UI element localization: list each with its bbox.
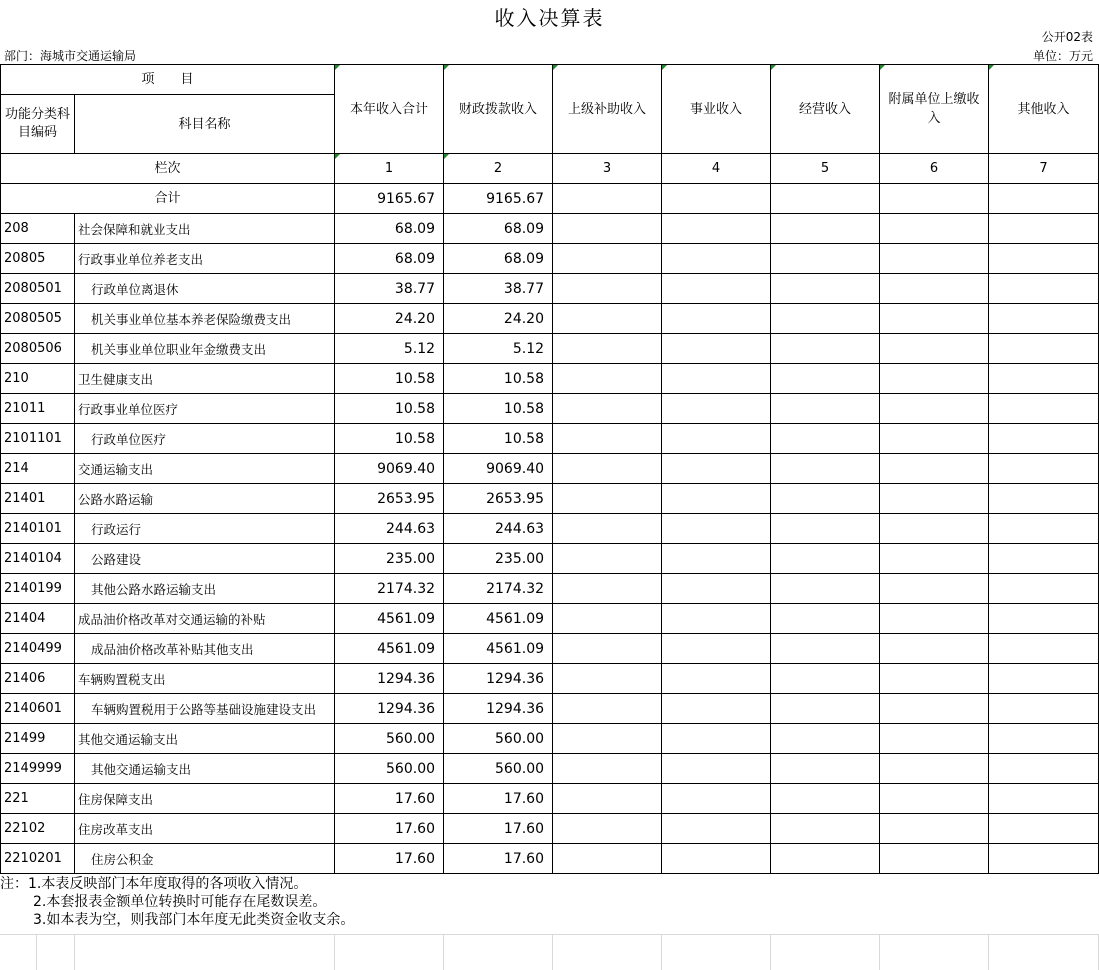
row-value: 24.20 xyxy=(335,304,444,334)
row-value: 9069.40 xyxy=(335,454,444,484)
row-subject-name: 公路水路运输 xyxy=(75,484,335,514)
row-value xyxy=(771,394,880,424)
row-value xyxy=(553,574,662,604)
total-value xyxy=(662,184,771,214)
row-code: 221 xyxy=(1,784,75,814)
table-row xyxy=(1,784,1099,814)
row-value xyxy=(880,364,989,394)
row-subject-name: 住房改革支出 xyxy=(75,814,335,844)
row-value xyxy=(553,244,662,274)
row-value xyxy=(880,814,989,844)
row-value xyxy=(880,784,989,814)
row-code: 210 xyxy=(1,364,75,394)
row-value xyxy=(989,364,1099,394)
row-code: 2210201 xyxy=(1,844,75,874)
row-value xyxy=(553,814,662,844)
note-line: 注：1.本表反映部门本年度取得的各项收入情况。 xyxy=(0,876,308,892)
row-value xyxy=(662,274,771,304)
total-label: 合计 xyxy=(1,184,335,214)
table-row xyxy=(1,454,1099,484)
row-value xyxy=(662,334,771,364)
row-code: 2140101 xyxy=(1,514,75,544)
row-subject-name: 车辆购置税用于公路等基础设施建设支出 xyxy=(75,694,335,724)
row-subject-name: 行政事业单位养老支出 xyxy=(75,244,335,274)
row-value xyxy=(553,214,662,244)
row-value xyxy=(771,604,880,634)
row-value: 17.60 xyxy=(444,844,553,874)
note-line: 2.本套报表金额单位转换时可能存在尾数误差。 xyxy=(33,894,327,910)
row-value xyxy=(989,664,1099,694)
row-value xyxy=(989,334,1099,364)
unit-label: 单位：万元 xyxy=(1032,49,1093,63)
row-value: 9069.40 xyxy=(444,454,553,484)
row-value xyxy=(662,514,771,544)
row-value xyxy=(989,274,1099,304)
row-value xyxy=(989,814,1099,844)
row-value xyxy=(771,484,880,514)
row-value xyxy=(553,634,662,664)
row-value: 68.09 xyxy=(444,214,553,244)
row-code: 214 xyxy=(1,454,75,484)
row-value xyxy=(880,514,989,544)
header-func-code: 功能分类科目编码 xyxy=(1,95,75,154)
row-value xyxy=(989,544,1099,574)
table-row xyxy=(1,334,1099,364)
header-col-5: 经营收入 xyxy=(771,65,880,154)
row-subject-name: 交通运输支出 xyxy=(75,454,335,484)
note-line: 3.如本表为空，则我部门本年度无此类资金收支余。 xyxy=(33,912,355,928)
row-value xyxy=(880,754,989,784)
row-value xyxy=(771,814,880,844)
header-col-1: 本年收入合计 xyxy=(335,65,444,154)
row-value xyxy=(989,394,1099,424)
row-subject-name: 住房保障支出 xyxy=(75,784,335,814)
total-value xyxy=(771,184,880,214)
row-value xyxy=(553,844,662,874)
row-value xyxy=(662,574,771,604)
row-value xyxy=(553,334,662,364)
header-col-2: 财政拨款收入 xyxy=(444,65,553,154)
row-value xyxy=(989,424,1099,454)
row-value xyxy=(771,634,880,664)
row-value xyxy=(771,694,880,724)
row-value xyxy=(989,604,1099,634)
header-item: 项 目 xyxy=(1,65,335,95)
row-value xyxy=(553,304,662,334)
row-value xyxy=(771,844,880,874)
header-row-1 xyxy=(1,65,1099,95)
row-code: 20805 xyxy=(1,244,75,274)
header-col-7: 其他收入 xyxy=(989,65,1099,154)
table-row xyxy=(1,634,1099,664)
row-value xyxy=(662,814,771,844)
row-value xyxy=(771,364,880,394)
row-value: 10.58 xyxy=(335,394,444,424)
row-value xyxy=(662,544,771,574)
col-number: 1 xyxy=(335,154,444,184)
row-value xyxy=(989,484,1099,514)
header-subject-name: 科目名称 xyxy=(75,95,335,154)
table-row xyxy=(1,514,1099,544)
row-value xyxy=(989,694,1099,724)
row-code: 2101101 xyxy=(1,424,75,454)
row-value xyxy=(553,664,662,694)
row-code: 208 xyxy=(1,214,75,244)
row-code: 2080505 xyxy=(1,304,75,334)
row-value: 17.60 xyxy=(335,814,444,844)
row-value xyxy=(662,244,771,274)
row-value xyxy=(662,454,771,484)
row-value xyxy=(771,664,880,694)
row-value xyxy=(662,784,771,814)
table-row xyxy=(1,364,1099,394)
col-number: 5 xyxy=(771,154,880,184)
total-row xyxy=(1,184,1099,214)
row-subject-name: 行政运行 xyxy=(75,514,335,544)
col-number: 4 xyxy=(662,154,771,184)
row-value xyxy=(553,604,662,634)
row-value xyxy=(989,214,1099,244)
row-value xyxy=(771,754,880,784)
row-value: 5.12 xyxy=(444,334,553,364)
row-value xyxy=(989,244,1099,274)
table-row xyxy=(1,724,1099,754)
row-value xyxy=(880,424,989,454)
page-title: 收入决算表 xyxy=(494,6,605,30)
table-row xyxy=(1,604,1099,634)
row-value xyxy=(989,634,1099,664)
table-row xyxy=(1,214,1099,244)
row-value xyxy=(553,394,662,424)
row-value xyxy=(989,724,1099,754)
row-value xyxy=(989,574,1099,604)
row-value xyxy=(553,364,662,394)
row-value: 1294.36 xyxy=(335,694,444,724)
income-table xyxy=(0,64,1099,874)
notes xyxy=(0,875,354,929)
row-value xyxy=(662,634,771,664)
table-row xyxy=(1,304,1099,334)
row-value: 68.09 xyxy=(444,244,553,274)
row-value xyxy=(880,664,989,694)
row-value xyxy=(880,484,989,514)
row-value: 560.00 xyxy=(444,724,553,754)
row-code: 21401 xyxy=(1,484,75,514)
row-value xyxy=(553,274,662,304)
row-value xyxy=(880,724,989,754)
row-value: 4561.09 xyxy=(444,634,553,664)
row-value xyxy=(662,424,771,454)
empty-grid-row xyxy=(0,934,1099,970)
row-value: 17.60 xyxy=(444,814,553,844)
row-code: 21011 xyxy=(1,394,75,424)
total-value xyxy=(553,184,662,214)
row-value xyxy=(771,304,880,334)
table-row xyxy=(1,394,1099,424)
row-code: 2080501 xyxy=(1,274,75,304)
department-label: 部门：海城市交通运输局 xyxy=(4,49,137,63)
row-value xyxy=(989,844,1099,874)
row-value: 2653.95 xyxy=(444,484,553,514)
row-value xyxy=(771,244,880,274)
row-value: 235.00 xyxy=(335,544,444,574)
row-value: 2174.32 xyxy=(444,574,553,604)
row-value: 4561.09 xyxy=(335,604,444,634)
row-subject-name: 机关事业单位职业年金缴费支出 xyxy=(75,334,335,364)
table-row xyxy=(1,544,1099,574)
row-value xyxy=(880,574,989,604)
col-label: 栏次 xyxy=(1,154,335,184)
row-value xyxy=(880,454,989,484)
total-value: 9165.67 xyxy=(444,184,553,214)
row-value xyxy=(662,694,771,724)
row-value xyxy=(880,844,989,874)
row-value xyxy=(553,454,662,484)
row-value xyxy=(662,484,771,514)
row-value: 1294.36 xyxy=(444,694,553,724)
row-value: 560.00 xyxy=(335,754,444,784)
row-value: 1294.36 xyxy=(444,664,553,694)
row-value xyxy=(662,664,771,694)
column-number-row xyxy=(1,154,1099,184)
row-value xyxy=(771,514,880,544)
row-value xyxy=(553,754,662,784)
row-value xyxy=(771,724,880,754)
row-value: 38.77 xyxy=(335,274,444,304)
row-value xyxy=(771,544,880,574)
row-subject-name: 成品油价格改革对交通运输的补贴 xyxy=(75,604,335,634)
row-value xyxy=(771,214,880,244)
row-subject-name: 其他交通运输支出 xyxy=(75,754,335,784)
row-value: 2174.32 xyxy=(335,574,444,604)
row-subject-name: 行政单位医疗 xyxy=(75,424,335,454)
row-subject-name: 成品油价格改革补贴其他支出 xyxy=(75,634,335,664)
row-value: 244.63 xyxy=(335,514,444,544)
row-value xyxy=(553,784,662,814)
row-value: 17.60 xyxy=(335,784,444,814)
row-value xyxy=(880,214,989,244)
row-value xyxy=(553,694,662,724)
row-value: 560.00 xyxy=(444,754,553,784)
row-value xyxy=(662,604,771,634)
table-row xyxy=(1,754,1099,784)
row-code: 2149999 xyxy=(1,754,75,784)
row-code: 2080506 xyxy=(1,334,75,364)
row-value xyxy=(880,304,989,334)
total-value: 9165.67 xyxy=(335,184,444,214)
row-value xyxy=(880,274,989,304)
row-code: 21406 xyxy=(1,664,75,694)
row-value: 244.63 xyxy=(444,514,553,544)
total-value xyxy=(989,184,1099,214)
row-value: 10.58 xyxy=(335,424,444,454)
row-subject-name: 其他交通运输支出 xyxy=(75,724,335,754)
row-value xyxy=(880,604,989,634)
row-value: 5.12 xyxy=(335,334,444,364)
header-col-3: 上级补助收入 xyxy=(553,65,662,154)
row-value xyxy=(989,754,1099,784)
table-row xyxy=(1,694,1099,724)
table-row xyxy=(1,244,1099,274)
row-subject-name: 卫生健康支出 xyxy=(75,364,335,394)
header-col-6: 附属单位上缴收入 xyxy=(880,65,989,154)
row-value xyxy=(880,694,989,724)
row-value xyxy=(989,454,1099,484)
row-value: 24.20 xyxy=(444,304,553,334)
row-subject-name: 社会保障和就业支出 xyxy=(75,214,335,244)
row-code: 2140199 xyxy=(1,574,75,604)
row-value xyxy=(553,424,662,454)
row-value xyxy=(662,304,771,334)
row-value: 4561.09 xyxy=(444,604,553,634)
table-row xyxy=(1,664,1099,694)
row-value xyxy=(553,544,662,574)
table-row xyxy=(1,484,1099,514)
row-value xyxy=(880,634,989,664)
row-code: 2140601 xyxy=(1,694,75,724)
table-row xyxy=(1,574,1099,604)
row-value xyxy=(662,724,771,754)
row-value xyxy=(880,394,989,424)
row-value xyxy=(662,844,771,874)
row-value xyxy=(989,304,1099,334)
row-value: 17.60 xyxy=(444,784,553,814)
row-value: 10.58 xyxy=(444,394,553,424)
row-value: 17.60 xyxy=(335,844,444,874)
row-value: 68.09 xyxy=(335,244,444,274)
row-value xyxy=(662,364,771,394)
row-value: 10.58 xyxy=(444,424,553,454)
row-subject-name: 行政单位离退休 xyxy=(75,274,335,304)
row-code: 21499 xyxy=(1,724,75,754)
row-value xyxy=(553,724,662,754)
row-value: 560.00 xyxy=(335,724,444,754)
row-value: 10.58 xyxy=(335,364,444,394)
table-row xyxy=(1,844,1099,874)
table-row xyxy=(1,814,1099,844)
table-row xyxy=(1,424,1099,454)
row-value xyxy=(662,394,771,424)
row-code: 2140104 xyxy=(1,544,75,574)
row-code: 22102 xyxy=(1,814,75,844)
row-value: 235.00 xyxy=(444,544,553,574)
row-value xyxy=(553,484,662,514)
row-value: 2653.95 xyxy=(335,484,444,514)
row-value xyxy=(880,244,989,274)
row-value: 10.58 xyxy=(444,364,553,394)
row-subject-name: 行政事业单位医疗 xyxy=(75,394,335,424)
row-value: 38.77 xyxy=(444,274,553,304)
row-value xyxy=(662,214,771,244)
public-table-number: 公开02表 xyxy=(1041,30,1093,44)
row-value xyxy=(553,514,662,544)
row-value xyxy=(771,274,880,304)
total-value xyxy=(880,184,989,214)
row-code: 21404 xyxy=(1,604,75,634)
row-value xyxy=(880,334,989,364)
row-value: 1294.36 xyxy=(335,664,444,694)
header-col-4: 事业收入 xyxy=(662,65,771,154)
col-number: 7 xyxy=(989,154,1099,184)
row-subject-name: 住房公积金 xyxy=(75,844,335,874)
row-value xyxy=(771,784,880,814)
row-value xyxy=(771,454,880,484)
row-subject-name: 公路建设 xyxy=(75,544,335,574)
col-number: 3 xyxy=(553,154,662,184)
row-subject-name: 其他公路水路运输支出 xyxy=(75,574,335,604)
col-number: 2 xyxy=(444,154,553,184)
col-number: 6 xyxy=(880,154,989,184)
row-value xyxy=(989,784,1099,814)
row-value xyxy=(662,754,771,784)
row-value: 68.09 xyxy=(335,214,444,244)
row-subject-name: 车辆购置税支出 xyxy=(75,664,335,694)
row-value xyxy=(989,514,1099,544)
table-row xyxy=(1,274,1099,304)
row-value: 4561.09 xyxy=(335,634,444,664)
row-value xyxy=(771,424,880,454)
row-value xyxy=(771,574,880,604)
row-value xyxy=(771,334,880,364)
row-value xyxy=(880,544,989,574)
row-code: 2140499 xyxy=(1,634,75,664)
row-subject-name: 机关事业单位基本养老保险缴费支出 xyxy=(75,304,335,334)
